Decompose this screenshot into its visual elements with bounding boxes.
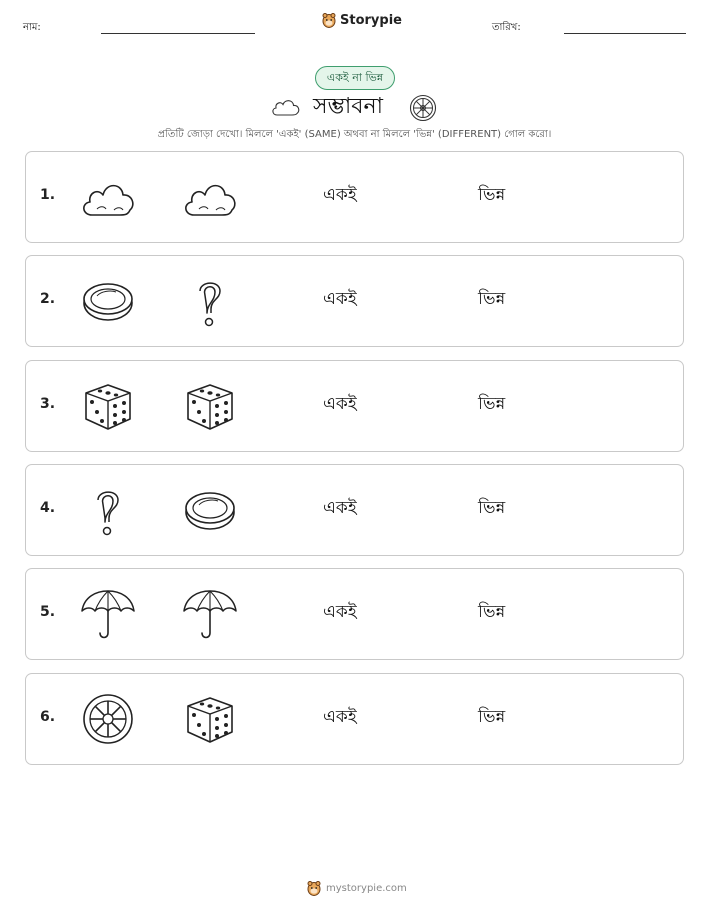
umbrella-icon [78, 585, 138, 643]
date-line[interactable] [564, 33, 686, 34]
question-number: 4. [40, 500, 56, 516]
die-icon [78, 377, 138, 435]
die-icon [180, 690, 240, 748]
footer-site: mystorypie.com [326, 882, 407, 894]
umbrella-icon [180, 585, 240, 643]
question-card [25, 360, 684, 452]
coin-icon [180, 481, 240, 539]
wheel-icon [78, 690, 138, 748]
question-card [25, 255, 684, 347]
brand-name: Storypie [340, 12, 402, 28]
mascot-icon [322, 12, 336, 28]
instructions: প্রতিটি জোড়া দেখো। মিললে 'একই' (SAME) অথবা না মিললে 'ভিন্ন' (DIFFERENT) গোল করো। [157, 129, 552, 140]
different-option[interactable]: ভিন্ন [478, 602, 506, 622]
footer-mascot-icon [307, 880, 321, 896]
title-cloud-icon [270, 96, 302, 118]
die-icon [180, 377, 240, 435]
topic-badge: একই না ভিন্ন [315, 66, 395, 90]
name-label: নাম: [23, 22, 41, 33]
worksheet-title: সম্ভাবনা [313, 94, 384, 119]
same-option[interactable]: একই [323, 602, 357, 622]
different-option[interactable]: ভিন্ন [478, 394, 506, 414]
question-card [25, 464, 684, 556]
question-icon [78, 481, 138, 539]
question-number: 5. [40, 604, 56, 620]
question-number: 1. [40, 187, 56, 203]
different-option[interactable]: ভিন্ন [478, 185, 506, 205]
same-option[interactable]: একই [323, 289, 357, 309]
title-row [0, 92, 709, 124]
same-option[interactable]: একই [323, 394, 357, 414]
different-option[interactable]: ভিন্ন [478, 707, 506, 727]
same-option[interactable]: একই [323, 185, 357, 205]
name-line[interactable] [101, 33, 255, 34]
coin-icon [78, 272, 138, 330]
question-card [25, 151, 684, 243]
brand-logo [322, 12, 402, 28]
different-option[interactable]: ভিন্ন [478, 289, 506, 309]
question-number: 2. [40, 291, 56, 307]
title-wheel-icon [409, 94, 437, 122]
footer [307, 880, 407, 896]
cloud-icon [78, 168, 138, 226]
question-number: 3. [40, 396, 56, 412]
cloud-icon [180, 168, 240, 226]
same-option[interactable]: একই [323, 498, 357, 518]
different-option[interactable]: ভিন্ন [478, 498, 506, 518]
question-card [25, 568, 684, 660]
question-card [25, 673, 684, 765]
same-option[interactable]: একই [323, 707, 357, 727]
question-icon [180, 272, 240, 330]
date-label: তারিখ: [492, 22, 521, 33]
question-number: 6. [40, 709, 56, 725]
